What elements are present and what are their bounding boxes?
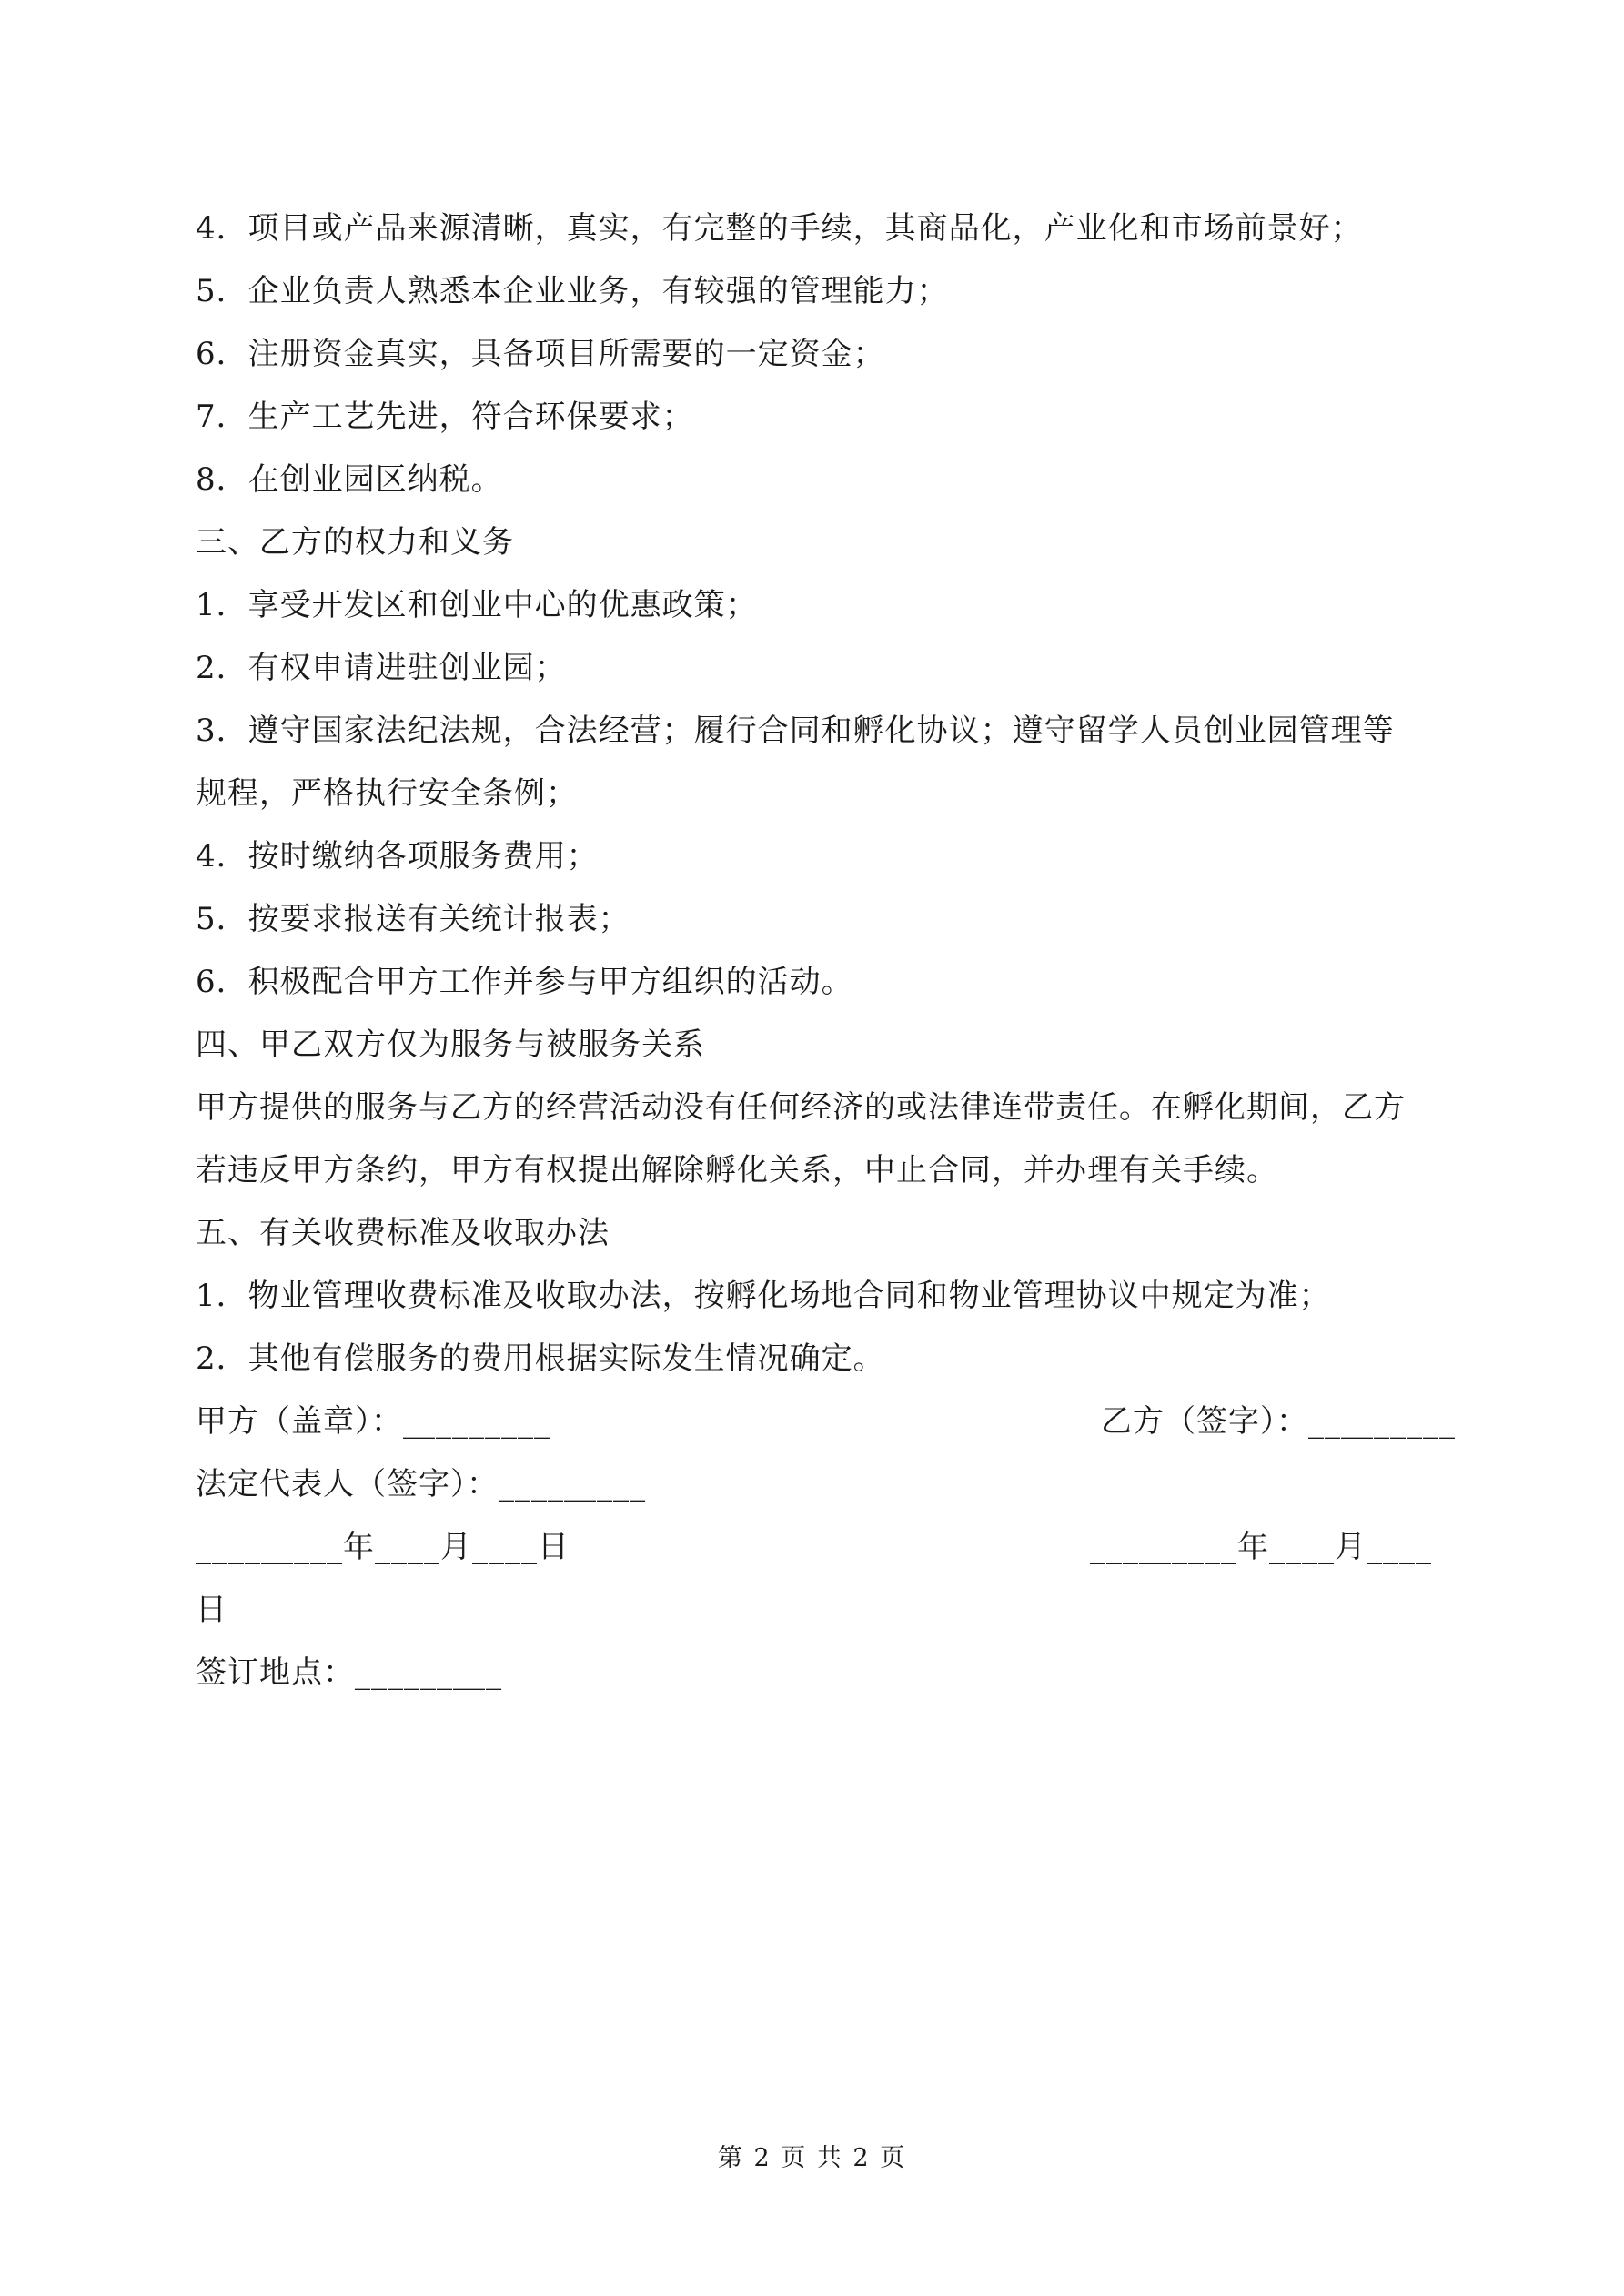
obligation-1: 1．享受开发区和创业中心的优惠政策； xyxy=(196,587,758,623)
obligation-4: 4．按时缴纳各项服务费用； xyxy=(196,838,599,875)
obligation-3-cont: 规程，严格执行安全条例； xyxy=(196,775,578,812)
paragraph-relationship-cont: 若违反甲方条约，甲方有权提出解除孵化关系，中止合同，并办理有关手续。 xyxy=(196,1152,1278,1188)
obligation-2: 2．有权申请进驻创业园； xyxy=(196,650,567,686)
paragraph-relationship: 甲方提供的服务与乙方的经营活动没有任何经济的或法律连带责任。在孵化期间，乙方 xyxy=(196,1089,1406,1126)
fee-1: 1．物业管理收费标准及收取办法，按孵化场地合同和物业管理协议中规定为准； xyxy=(196,1278,1331,1314)
fee-2: 2．其他有偿服务的费用根据实际发生情况确定。 xyxy=(196,1340,885,1377)
page-number: 第 2 页 共 2 页 xyxy=(717,2144,907,2172)
clause-8: 8．在创业园区纳税。 xyxy=(196,461,503,498)
obligation-5: 5．按要求报送有关统计报表； xyxy=(196,901,630,937)
obligation-3: 3．遵守国家法纪法规，合法经营；履行合同和孵化协议；遵守留学人员创业园管理等 xyxy=(196,713,1395,749)
signing-place: 签订地点：_________ xyxy=(196,1654,502,1691)
party-b-date-day: 日 xyxy=(196,1592,227,1628)
section-heading-5: 五、有关收费标准及收取办法 xyxy=(196,1215,610,1251)
party-b-date: _________年____月____ xyxy=(1090,1529,1432,1565)
clause-7: 7．生产工艺先进，符合环保要求； xyxy=(196,399,694,435)
clause-5: 5．企业负责人熟悉本企业业务，有较强的管理能力； xyxy=(196,273,949,309)
clause-4: 4．项目或产品来源清晰，真实，有完整的手续，其商品化，产业化和市场前景好； xyxy=(196,210,1363,247)
clause-6: 6．注册资金真实，具备项目所需要的一定资金； xyxy=(196,336,885,372)
party-a-date: _________年____月____日 xyxy=(196,1529,570,1565)
party-b-signature: 乙方（签字）：_________ xyxy=(1101,1403,1456,1440)
legal-representative-signature: 法定代表人（签字）：_________ xyxy=(196,1466,646,1502)
party-a-seal: 甲方（盖章）：_________ xyxy=(196,1403,550,1440)
section-heading-4: 四、甲乙双方仅为服务与被服务关系 xyxy=(196,1027,705,1063)
section-heading-3: 三、乙方的权力和义务 xyxy=(196,524,514,561)
obligation-6: 6．积极配合甲方工作并参与甲方组织的活动。 xyxy=(196,964,853,1000)
